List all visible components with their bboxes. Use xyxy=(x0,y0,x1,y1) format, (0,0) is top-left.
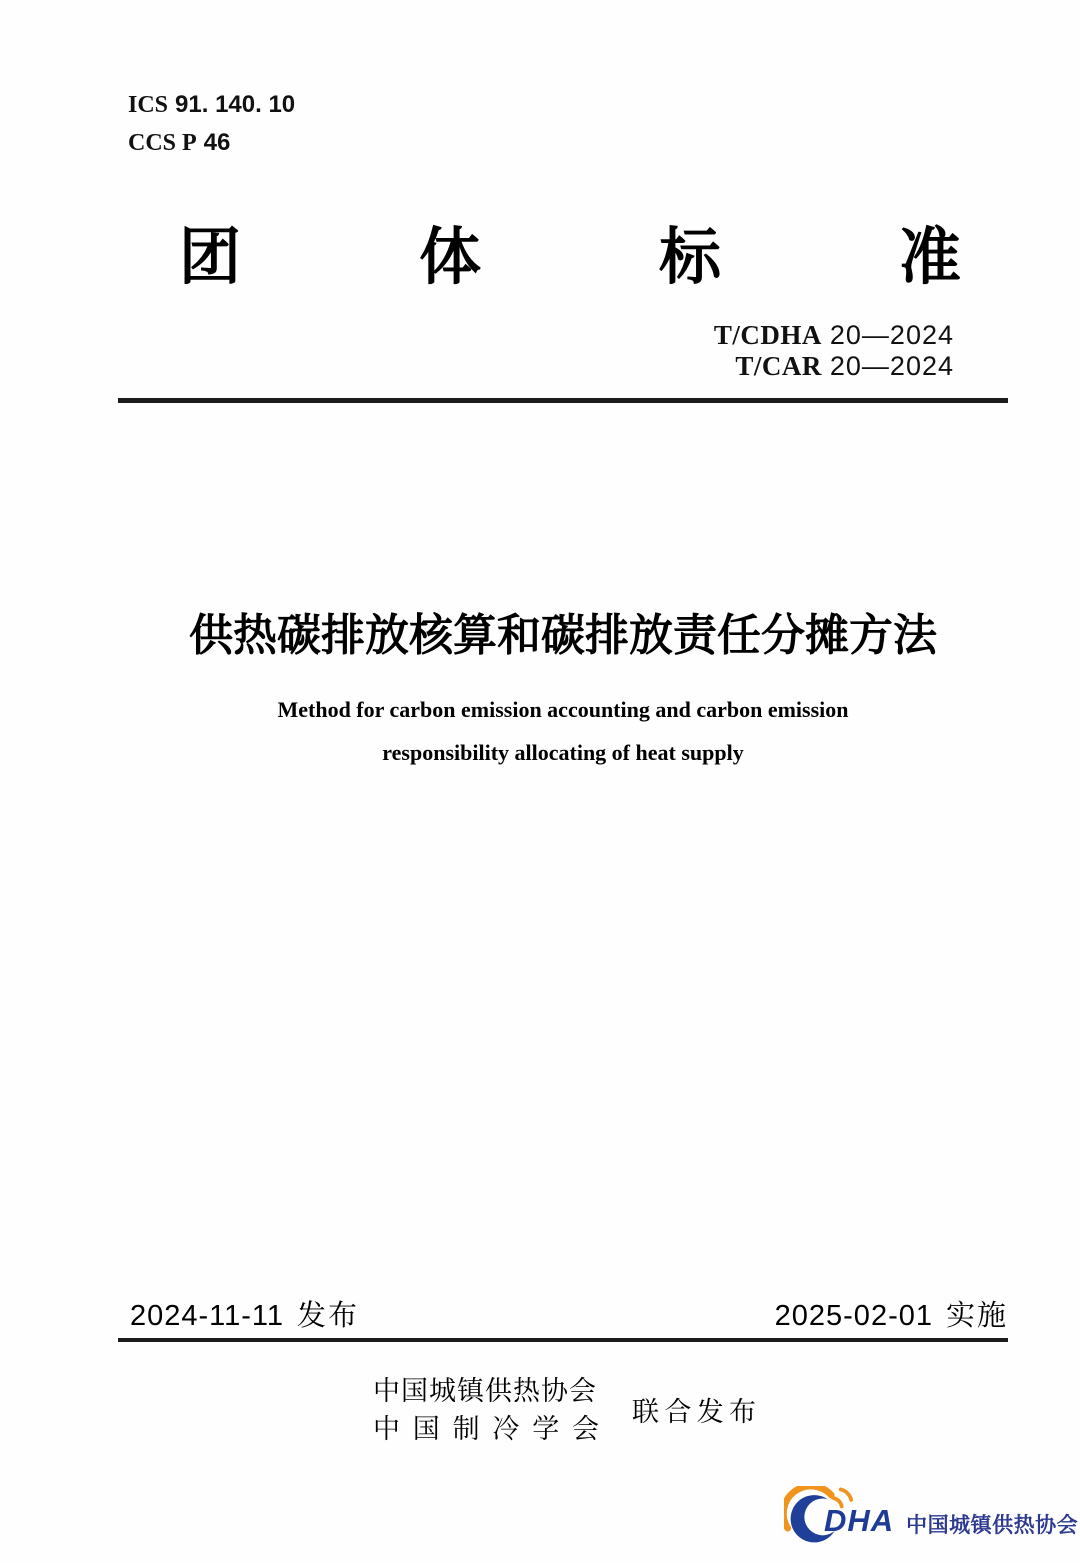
doc-type-char-4: 准 xyxy=(898,223,961,292)
cdha-logo xyxy=(784,1486,1078,1544)
joint-publish-label xyxy=(632,1390,756,1429)
english-title xyxy=(118,688,1008,774)
ccs-label: CCS P xyxy=(128,130,197,156)
publisher-org-1: 中国城镇供热协会 xyxy=(373,1376,597,1406)
publisher-orgs xyxy=(373,1372,599,1448)
publisher-org-2-char: 冷 xyxy=(492,1414,520,1444)
classification-codes xyxy=(128,86,295,162)
implementation-date-value: 2025-02-01 xyxy=(774,1300,933,1332)
english-title-line-1: Method for carbon emission accounting and carbon emission xyxy=(277,697,849,722)
standard-number-2-prefix: T/CAR xyxy=(735,351,822,381)
ics-value: 91. 140. 10 xyxy=(175,91,296,118)
standard-number-1-value: 20—2024 xyxy=(829,320,954,350)
ics-code xyxy=(128,86,295,124)
standard-number-2-value: 20—2024 xyxy=(829,351,954,381)
doc-type-char-2: 体 xyxy=(418,223,481,292)
publishers-block xyxy=(373,1372,756,1448)
ccs-value: 46 xyxy=(203,129,231,156)
footer-divider-line xyxy=(118,1338,1008,1342)
publisher-org-2-char: 学 xyxy=(532,1414,560,1444)
ics-label: ICS xyxy=(128,92,169,118)
issue-date-value: 2024-11-11 xyxy=(130,1300,285,1332)
header-divider-line xyxy=(118,398,1008,403)
standard-number-1 xyxy=(714,320,954,351)
publisher-org-2-char: 制 xyxy=(452,1414,480,1444)
ccs-code xyxy=(128,124,295,162)
implementation-date xyxy=(775,1300,1008,1332)
joint-publish-char: 联 xyxy=(632,1396,659,1427)
doc-type-char-1: 团 xyxy=(179,223,242,292)
doc-type-title xyxy=(179,222,961,293)
publisher-org-2 xyxy=(373,1410,599,1448)
publisher-org-2-char: 会 xyxy=(571,1414,599,1444)
english-title-line-2: responsibility allocating of heat supply xyxy=(382,740,744,765)
content-area xyxy=(118,0,1079,1563)
joint-publish-char: 发 xyxy=(696,1396,724,1427)
logo-org-name: 中国城镇供热协会 xyxy=(906,1514,1079,1537)
issue-date-label: 发布 xyxy=(297,1300,360,1332)
implementation-date-label: 实施 xyxy=(945,1300,1008,1332)
dates-row xyxy=(130,1300,1008,1332)
standard-number-1-prefix: T/CDHA xyxy=(713,320,822,350)
joint-publish-char: 合 xyxy=(664,1396,692,1427)
issue-date xyxy=(130,1300,359,1332)
publisher-org-2-char: 国 xyxy=(412,1414,440,1444)
logo-acronym: DHA xyxy=(824,1503,895,1538)
standard-numbers xyxy=(714,320,954,382)
doc-type-char-3: 标 xyxy=(658,223,721,292)
standard-number-2 xyxy=(714,351,954,382)
publisher-org-2-char: 中 xyxy=(373,1414,400,1444)
main-title-zh: 供热碳排放核算和碳排放责任分摊方法 xyxy=(189,611,937,660)
joint-publish-char: 布 xyxy=(728,1396,756,1427)
